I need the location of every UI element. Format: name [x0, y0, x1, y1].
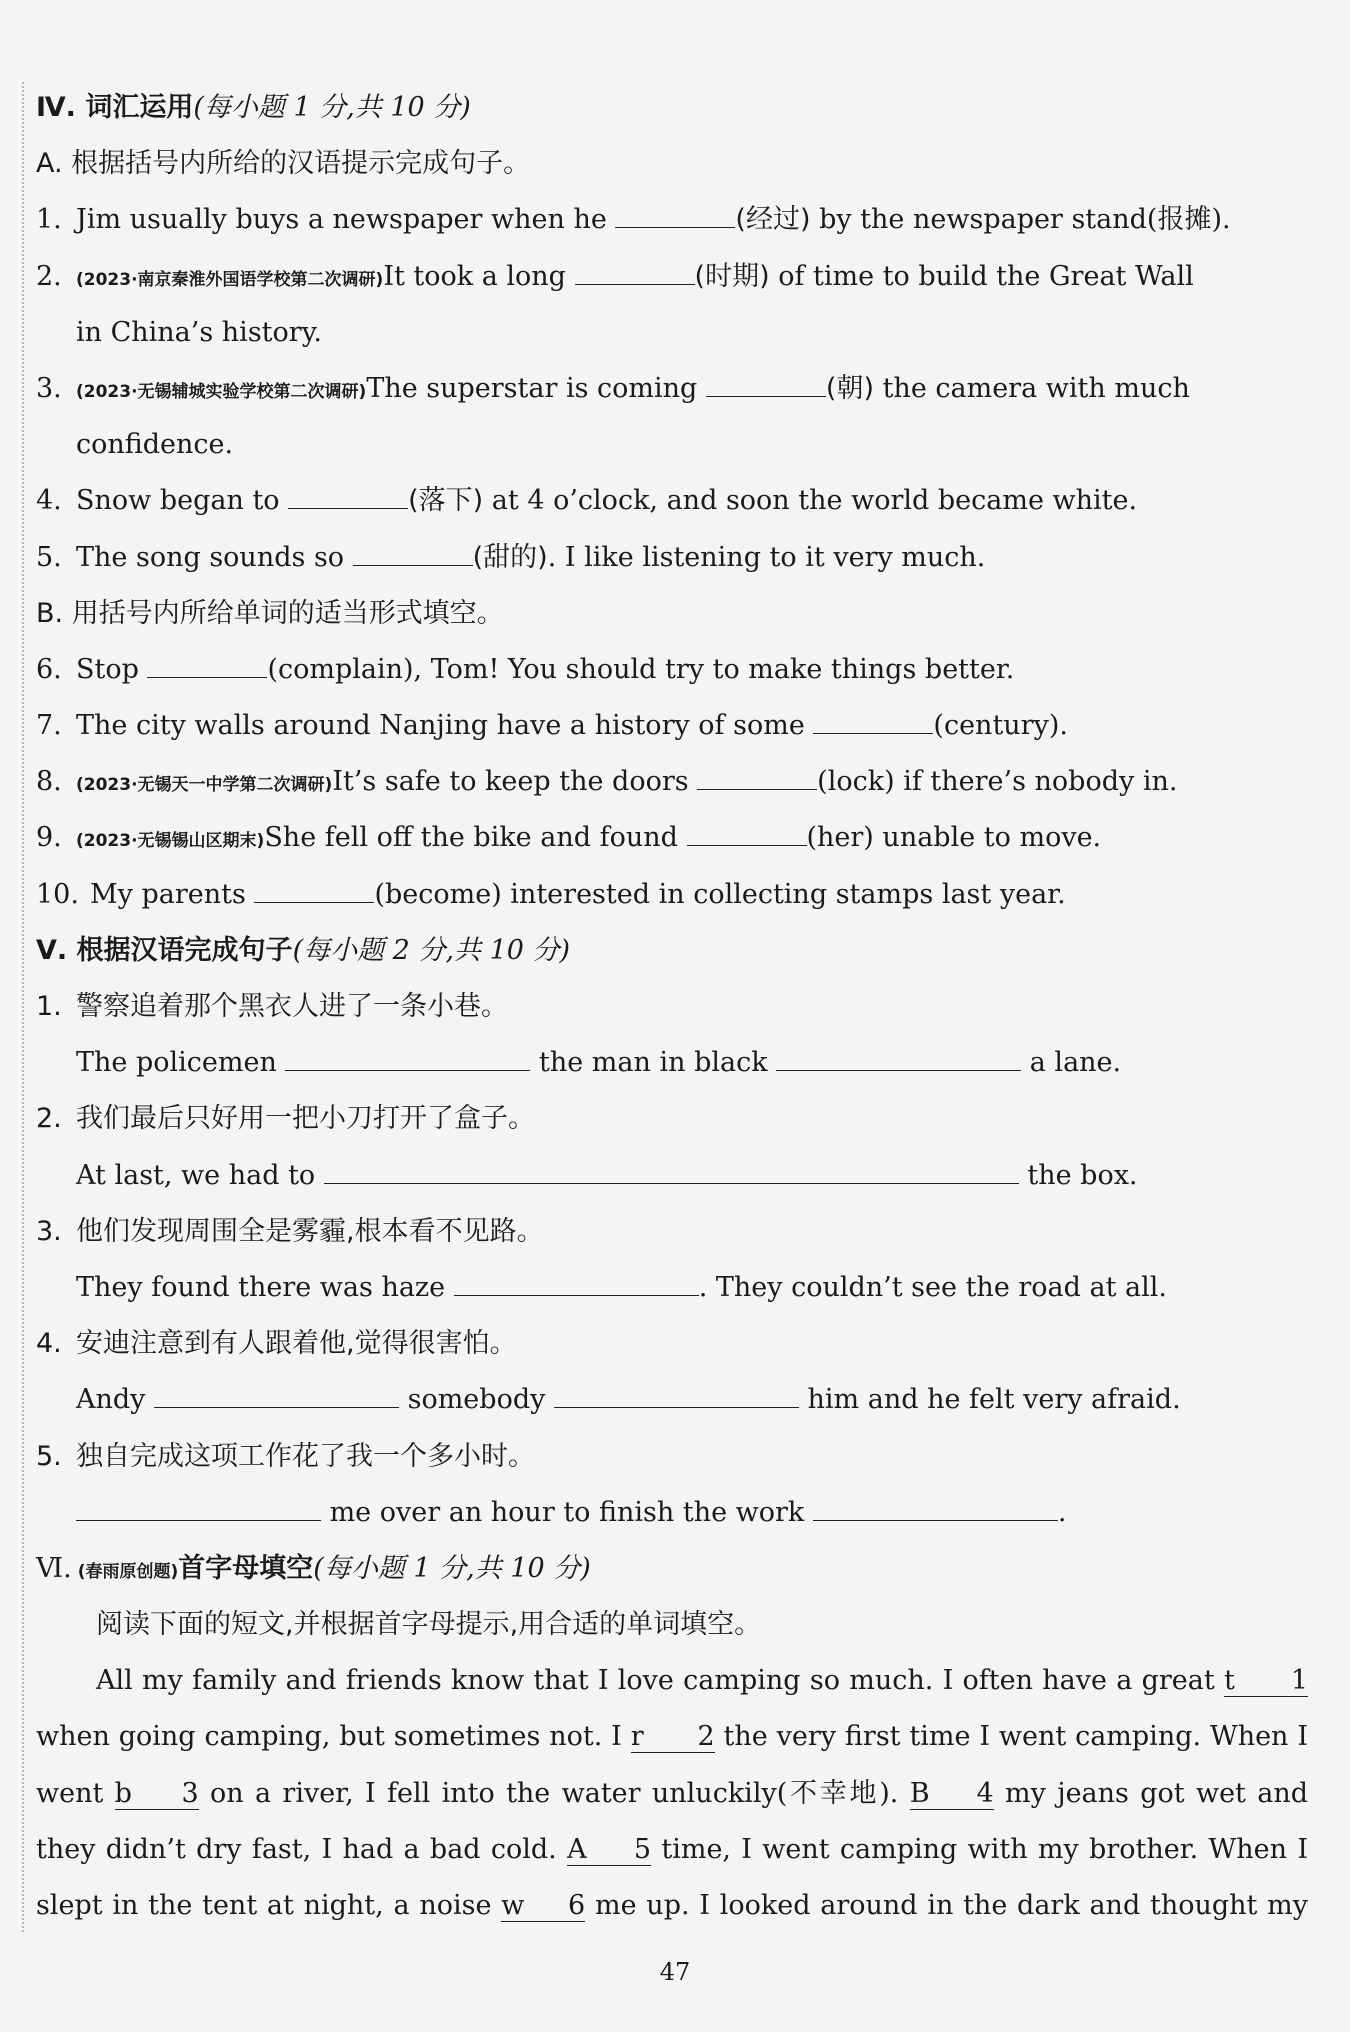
blank-number: 4: [976, 1777, 994, 1809]
sentence-text: somebody: [399, 1384, 554, 1416]
answer-blank[interactable]: [254, 878, 374, 903]
passage-text: my jeans got wet and: [993, 1777, 1308, 1809]
chinese-prompt: 我们最后只好用一把小刀打开了盒子。: [76, 1103, 535, 1135]
question-text: Jim usually buys a newspaper when he: [76, 204, 616, 236]
sentence-text: the box.: [1018, 1159, 1138, 1191]
chinese-prompt: 警察追着那个黑衣人进了一条小巷。: [76, 991, 508, 1022]
question-text: by the newspaper stand(报摊).: [810, 204, 1231, 236]
section-5-points: (每小题 2 分,共 10 分): [292, 934, 571, 966]
passage-line-4: [36, 1822, 1308, 1878]
section-5-heading: [36, 923, 1308, 979]
answer-blank[interactable]: [353, 541, 473, 566]
section-6-title: 首字母填空: [178, 1552, 314, 1584]
chinese-prompt: 安迪注意到有人跟着他,觉得很害怕。: [76, 1328, 517, 1360]
question-text: at 4 o’clock, and soon the world became white.: [483, 485, 1138, 517]
sentence-text: him and he felt very afraid.: [798, 1384, 1181, 1416]
question-number: 10.: [36, 878, 79, 910]
question-text: (lock) if there’s nobody in.: [817, 766, 1178, 798]
question-5-5-chinese: [36, 1429, 1308, 1485]
sentence-text: They found there was haze: [76, 1271, 454, 1303]
question-number: 2.: [36, 260, 62, 292]
sentence-text: Andy: [76, 1384, 155, 1416]
passage-line-1: [36, 1653, 1308, 1709]
question-text: (complain), Tom! You should try to make things better.: [267, 653, 1015, 685]
answer-blank[interactable]: [776, 1046, 1021, 1071]
passage-text: on a river, I fell into the water unluckily(不幸地).: [198, 1777, 910, 1809]
question-text: The superstar is coming: [366, 372, 706, 404]
initial-letter: B: [909, 1777, 930, 1809]
blank-number: 3: [181, 1777, 199, 1809]
blank-number: 2: [697, 1721, 715, 1753]
section-6-points: (每小题 1 分,共 10 分): [313, 1552, 591, 1584]
question-text: of time to build the Great Wall: [769, 260, 1194, 292]
section-5-title: Ⅴ. 根据汉语完成句子: [36, 934, 293, 966]
question-5-2-english: [36, 1148, 1308, 1204]
answer-blank[interactable]: [575, 260, 695, 285]
cloze-blank-3[interactable]: [115, 1779, 199, 1810]
passage-text: slept in the tent at night, a noise: [36, 1890, 502, 1921]
passage-text: the very first time I went camping. When I: [714, 1721, 1308, 1753]
question-4-10: [36, 867, 1308, 923]
question-5-1-english: [36, 1035, 1308, 1091]
passage-line-2: [36, 1709, 1308, 1765]
question-source: (2023·无锡锡山区期末): [76, 831, 265, 852]
initial-letter: A: [567, 1833, 587, 1865]
passage-line-3: [36, 1766, 1308, 1822]
question-text: the camera with much: [874, 372, 1190, 404]
answer-blank[interactable]: [813, 1496, 1058, 1521]
page-number: 47: [659, 1958, 691, 1986]
sentence-text: . They couldn’t see the road at all.: [698, 1271, 1167, 1303]
section-4-heading: [36, 80, 1308, 136]
question-text: (her) unable to move.: [806, 822, 1102, 854]
passage-text: they didn’t dry fast, I had a bad cold.: [36, 1833, 568, 1865]
part-b-instruction: B. 用括号内所给单词的适当形式填空。: [36, 597, 504, 629]
answer-blank[interactable]: [697, 765, 817, 790]
question-5-4-english: [36, 1372, 1308, 1428]
question-number: 8.: [36, 766, 62, 798]
question-number: 4.: [36, 485, 62, 517]
question-4-3: [36, 361, 1308, 417]
question-source: (2023·无锡天一中学第二次调研): [76, 775, 333, 796]
question-4-9: [36, 810, 1308, 866]
question-text: My parents: [90, 878, 255, 910]
answer-blank[interactable]: [147, 653, 267, 678]
question-number: 3.: [36, 372, 62, 404]
answer-blank[interactable]: [76, 1496, 321, 1521]
sentence-text: .: [1057, 1496, 1067, 1528]
question-number: 5.: [36, 1440, 62, 1472]
cloze-blank-4[interactable]: [910, 1779, 994, 1810]
question-4-6: [36, 642, 1308, 698]
sentence-text: At last, we had to: [76, 1159, 324, 1191]
blank-number: 6: [568, 1890, 586, 1921]
cloze-blank-1[interactable]: [1224, 1666, 1308, 1697]
answer-blank[interactable]: [687, 821, 807, 846]
question-number: 1.: [36, 204, 62, 236]
question-5-5-english: [36, 1485, 1308, 1541]
question-text: . I like listening to it very much.: [547, 541, 986, 573]
cloze-blank-2[interactable]: [631, 1722, 715, 1753]
question-4-5: [36, 530, 1308, 586]
question-4-8: [36, 754, 1308, 810]
question-number: 5.: [36, 541, 62, 573]
passage-text: All my family and friends know that I love camping so much. I often have a great: [96, 1665, 1224, 1697]
answer-blank[interactable]: [154, 1383, 399, 1408]
question-number: 3.: [36, 1215, 62, 1247]
initial-letter: w: [501, 1890, 525, 1921]
question-text: The song sounds so: [76, 541, 353, 573]
cloze-blank-6[interactable]: [501, 1891, 585, 1922]
section-6-instruction: 阅读下面的短文,并根据首字母提示,用合适的单词填空。: [96, 1609, 762, 1641]
initial-letter: t: [1224, 1665, 1235, 1697]
answer-blank[interactable]: [454, 1271, 699, 1296]
question-4-7: [36, 698, 1308, 754]
sentence-text: the man in black: [530, 1047, 777, 1079]
initial-letter: r: [630, 1721, 644, 1753]
sentence-text: a lane.: [1021, 1047, 1122, 1079]
answer-blank[interactable]: [288, 484, 408, 509]
section-6-heading: [36, 1541, 1308, 1597]
passage-text: went: [36, 1777, 115, 1809]
question-5-1-chinese: [36, 979, 1308, 1035]
part-a-instruction: A. 根据括号内所给的汉语提示完成句子。: [36, 148, 531, 180]
question-source: (2023·南京秦淮外国语学校第二次调研): [76, 269, 384, 290]
question-text: Stop: [76, 653, 148, 685]
question-5-3-english: [36, 1260, 1308, 1316]
question-4-2: [36, 249, 1308, 305]
sentence-text: The policemen: [76, 1047, 286, 1079]
chinese-prompt: 他们发现周围全是雾霾,根本看不见路。: [76, 1215, 544, 1247]
answer-blank[interactable]: [324, 1159, 1019, 1184]
question-4-2-cont: in China’s history.: [76, 316, 322, 348]
question-4-4: [36, 473, 1308, 529]
question-number: 9.: [36, 822, 62, 854]
page-content: [36, 80, 1308, 1934]
hint: (落下): [408, 485, 484, 517]
answer-blank[interactable]: [554, 1383, 799, 1408]
question-5-4-chinese: [36, 1316, 1308, 1372]
hint: (经过): [735, 204, 811, 236]
passage-text: when going camping, but sometimes not. I: [36, 1721, 631, 1753]
section-6-source: (春雨原创题): [77, 1561, 179, 1582]
question-4-1: [36, 192, 1308, 248]
question-number: 7.: [36, 710, 62, 742]
question-number: 2.: [36, 1103, 62, 1135]
question-text: (become) interested in collecting stamps last year.: [374, 878, 1066, 910]
answer-blank[interactable]: [285, 1046, 530, 1071]
passage-text: me up. I looked around in the dark and thought my: [585, 1890, 1308, 1921]
passage-line-5: [36, 1878, 1308, 1934]
section-4-title: Ⅳ. 词汇运用: [36, 92, 194, 123]
answer-blank[interactable]: [706, 372, 826, 397]
answer-blank[interactable]: [813, 709, 933, 734]
blank-number: 5: [633, 1833, 652, 1865]
question-number: 1.: [36, 991, 62, 1022]
question-text: She fell off the bike and found: [264, 822, 687, 854]
hint: (时期): [694, 260, 770, 292]
question-5-2-chinese: [36, 1091, 1308, 1147]
initial-letter: b: [114, 1777, 132, 1809]
question-4-3-cont: confidence.: [76, 429, 234, 461]
hint: (朝): [825, 372, 874, 404]
cloze-blank-5[interactable]: [567, 1835, 651, 1866]
hint: (甜的): [472, 541, 548, 573]
margin-rule: [22, 82, 24, 1932]
section-6-number: Ⅵ.: [36, 1552, 72, 1584]
section-4-points: (每小题 1 分,共 10 分): [193, 92, 471, 123]
question-5-3-chinese: [36, 1204, 1308, 1260]
question-source: (2023·无锡辅城实验学校第二次调研): [76, 381, 367, 402]
passage-text: time, I went camping with my brother. When I: [651, 1833, 1308, 1865]
question-number: 4.: [36, 1328, 62, 1360]
sentence-text: me over an hour to finish the work: [321, 1496, 813, 1528]
question-text: Snow began to: [76, 485, 289, 517]
question-text: It’s safe to keep the doors: [332, 766, 698, 798]
question-text: It took a long: [383, 260, 575, 292]
question-number: 6.: [36, 653, 62, 685]
answer-blank[interactable]: [615, 203, 735, 228]
question-text: (century).: [933, 710, 1068, 742]
blank-number: 1: [1290, 1665, 1308, 1697]
chinese-prompt: 独自完成这项工作花了我一个多小时。: [76, 1440, 535, 1472]
question-text: The city walls around Nanjing have a history of some: [76, 710, 814, 742]
